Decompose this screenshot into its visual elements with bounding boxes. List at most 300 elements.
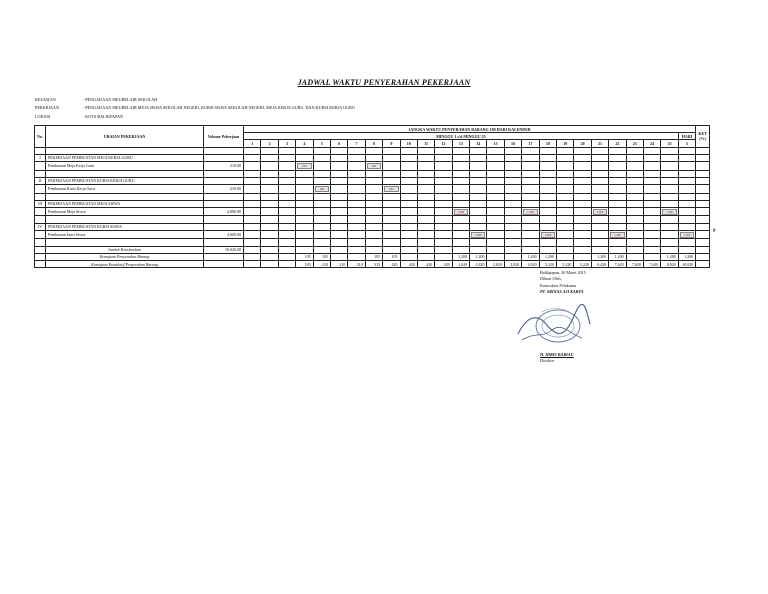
week-value xyxy=(261,253,278,260)
empty-cell xyxy=(365,216,382,223)
empty-cell xyxy=(417,216,434,223)
week-cell xyxy=(383,161,400,170)
week-number: 19 xyxy=(557,140,574,147)
week-value xyxy=(330,253,347,260)
week-cell xyxy=(383,230,400,239)
empty-cell xyxy=(539,154,556,161)
item-volume: 4,800.00 xyxy=(204,207,244,216)
week-number: 18 xyxy=(539,140,556,147)
empty-cell xyxy=(626,177,643,184)
empty-cell xyxy=(261,246,278,253)
empty-cell xyxy=(452,193,469,200)
week-cell xyxy=(296,207,313,216)
empty-cell xyxy=(348,170,365,177)
empty-cell xyxy=(435,170,452,177)
empty-cell xyxy=(470,239,487,246)
week-number: 13 xyxy=(452,140,469,147)
empty-cell xyxy=(661,147,678,154)
signer-position: Direktur xyxy=(540,358,555,363)
empty-cell xyxy=(591,147,608,154)
schedule-bar: 1,200 xyxy=(662,209,676,215)
empty-cell xyxy=(244,239,261,246)
empty-cell xyxy=(400,200,417,207)
empty-cell xyxy=(678,147,695,154)
empty-cell xyxy=(330,193,347,200)
empty-cell xyxy=(417,239,434,246)
jumlah-row-value: 10,020.00 xyxy=(204,246,244,253)
week-value: 420 xyxy=(400,261,417,268)
empty-cell xyxy=(626,216,643,223)
empty-cell xyxy=(609,223,626,230)
empty-cell xyxy=(278,193,295,200)
empty-cell xyxy=(591,246,608,253)
empty-cell xyxy=(452,177,469,184)
week-cell xyxy=(278,207,295,216)
empty-cell xyxy=(696,216,710,223)
item-detail-row xyxy=(35,207,710,216)
schedule-bar: 1,200 xyxy=(610,232,624,238)
empty-cell xyxy=(591,170,608,177)
empty-cell xyxy=(626,154,643,161)
week-value: 315 xyxy=(365,261,382,268)
empty-cell xyxy=(417,154,434,161)
week-cell xyxy=(261,230,278,239)
week-cell xyxy=(487,161,504,170)
empty-cell xyxy=(348,223,365,230)
week-value: 1,200 xyxy=(678,253,695,260)
week-cell xyxy=(661,207,678,216)
signer xyxy=(540,352,574,364)
empty-cell xyxy=(452,223,469,230)
week-number: 22 xyxy=(609,140,626,147)
empty-cell xyxy=(522,216,539,223)
empty-cell xyxy=(696,207,710,216)
header-jangka: JANGKA WAKTU PENYERAHAN BARANG 180 HARI KALENDER xyxy=(244,126,696,133)
week-cell xyxy=(452,207,469,216)
empty-cell xyxy=(365,246,382,253)
empty-cell xyxy=(574,147,591,154)
empty-cell xyxy=(35,161,46,170)
empty-cell xyxy=(539,193,556,200)
empty-cell xyxy=(348,154,365,161)
empty-cell xyxy=(661,154,678,161)
empty-cell xyxy=(452,216,469,223)
empty-cell xyxy=(696,253,710,260)
empty-cell xyxy=(261,147,278,154)
empty-cell xyxy=(678,223,695,230)
week-cell xyxy=(661,230,678,239)
week-cell xyxy=(539,161,556,170)
empty-cell xyxy=(330,216,347,223)
week-cell xyxy=(417,184,434,193)
empty-cell xyxy=(278,154,295,161)
week-cell xyxy=(296,161,313,170)
jumlah-row xyxy=(35,246,710,253)
info-row-pekerjaan xyxy=(35,104,355,112)
week-number: 5 xyxy=(313,140,330,147)
empty-cell xyxy=(383,177,400,184)
week-cell xyxy=(504,161,521,170)
empty-cell xyxy=(348,147,365,154)
empty-cell xyxy=(696,147,710,154)
week-cell xyxy=(557,207,574,216)
week-cell xyxy=(278,230,295,239)
item-title: PEKERJAAN PEMBUATAN MEJA SISWA xyxy=(46,200,204,207)
item-volume: 210.00 xyxy=(204,184,244,193)
empty-cell xyxy=(296,170,313,177)
week-cell xyxy=(470,161,487,170)
empty-cell xyxy=(626,239,643,246)
empty-cell xyxy=(661,223,678,230)
made-by: Dibuat Oleh, xyxy=(540,276,562,282)
empty-cell xyxy=(278,246,295,253)
empty-cell xyxy=(244,147,261,154)
empty-cell xyxy=(204,170,244,177)
empty-cell xyxy=(661,193,678,200)
empty-cell xyxy=(626,200,643,207)
week-cell xyxy=(348,161,365,170)
empty-cell xyxy=(296,147,313,154)
empty-cell xyxy=(696,161,710,170)
page-title: JADWAL WAKTU PENYERAHAN PEKERJAAN xyxy=(297,78,471,87)
empty-cell xyxy=(643,223,660,230)
empty-cell xyxy=(244,246,261,253)
empty-cell xyxy=(383,193,400,200)
week-number: 3 xyxy=(278,140,295,147)
week-cell xyxy=(626,161,643,170)
empty-cell xyxy=(435,239,452,246)
week-cell xyxy=(278,161,295,170)
empty-cell xyxy=(244,216,261,223)
item-title-row xyxy=(35,177,710,184)
empty-cell xyxy=(244,200,261,207)
item-title-row xyxy=(35,154,710,161)
empty-cell xyxy=(204,239,244,246)
empty-cell xyxy=(261,223,278,230)
empty-cell xyxy=(278,216,295,223)
empty-cell xyxy=(557,223,574,230)
item-title: PEKERJAAN PEMBUATAN KURSI KERJA GURU xyxy=(46,177,204,184)
week-value xyxy=(261,261,278,268)
empty-cell xyxy=(435,246,452,253)
empty-cell xyxy=(313,177,330,184)
empty-cell xyxy=(348,193,365,200)
empty-cell xyxy=(574,223,591,230)
empty-cell xyxy=(35,261,46,268)
empty-cell xyxy=(557,239,574,246)
empty-cell xyxy=(278,200,295,207)
item-volume: 4,800.00 xyxy=(204,230,244,239)
week-cell xyxy=(261,207,278,216)
empty-cell xyxy=(244,193,261,200)
empty-cell xyxy=(417,193,434,200)
kemajuan-row-label: Kemajuan Penyerahan Barang xyxy=(46,253,204,260)
empty-cell xyxy=(417,246,434,253)
empty-cell xyxy=(539,246,556,253)
empty-cell xyxy=(643,177,660,184)
empty-cell xyxy=(678,200,695,207)
week-cell xyxy=(244,207,261,216)
empty-cell xyxy=(522,200,539,207)
empty-cell xyxy=(348,216,365,223)
empty-cell xyxy=(557,193,574,200)
spacer-row xyxy=(35,239,710,246)
week-value: 2,820 xyxy=(487,261,504,268)
week-cell xyxy=(574,230,591,239)
empty-cell xyxy=(609,177,626,184)
week-number: 8 xyxy=(365,140,382,147)
schedule-bar: 105 xyxy=(297,163,311,169)
week-value xyxy=(504,253,521,260)
week-number: 10 xyxy=(400,140,417,147)
week-cell xyxy=(539,184,556,193)
empty-cell xyxy=(522,193,539,200)
company-name: PT. SRINAS AJI KARYA xyxy=(540,288,584,294)
schedule-bar: 105 xyxy=(384,186,398,192)
empty-cell xyxy=(204,193,244,200)
empty-cell xyxy=(46,193,204,200)
empty-cell xyxy=(400,154,417,161)
empty-cell xyxy=(435,216,452,223)
empty-cell xyxy=(557,154,574,161)
empty-cell xyxy=(643,170,660,177)
empty-cell xyxy=(574,170,591,177)
week-value: 1,620 xyxy=(452,261,469,268)
empty-cell xyxy=(35,246,46,253)
empty-cell xyxy=(35,184,46,193)
empty-cell xyxy=(487,216,504,223)
empty-cell xyxy=(365,170,382,177)
empty-cell xyxy=(35,170,46,177)
week-value xyxy=(626,253,643,260)
empty-cell xyxy=(678,154,695,161)
empty-cell xyxy=(574,193,591,200)
empty-cell xyxy=(435,193,452,200)
week-value: 420 xyxy=(435,261,452,268)
empty-cell xyxy=(278,147,295,154)
week-value: 1,200 xyxy=(539,253,556,260)
week-cell xyxy=(417,161,434,170)
empty-cell xyxy=(400,216,417,223)
week-value: 7,620 xyxy=(643,261,660,268)
empty-cell xyxy=(574,216,591,223)
week-cell xyxy=(539,230,556,239)
week-value xyxy=(244,261,261,268)
empty-cell xyxy=(313,147,330,154)
empty-cell xyxy=(296,223,313,230)
empty-cell xyxy=(46,147,204,154)
empty-cell xyxy=(204,223,244,230)
empty-cell xyxy=(557,246,574,253)
week-value: 210 xyxy=(313,261,330,268)
week-cell xyxy=(435,230,452,239)
empty-cell xyxy=(626,147,643,154)
week-cell xyxy=(643,161,660,170)
empty-cell xyxy=(417,177,434,184)
empty-cell xyxy=(678,170,695,177)
week-value: 1,200 xyxy=(591,253,608,260)
week-number: 7 xyxy=(348,140,365,147)
week-cell xyxy=(470,184,487,193)
empty-cell xyxy=(400,177,417,184)
empty-cell xyxy=(383,170,400,177)
week-cell xyxy=(400,230,417,239)
week-cell xyxy=(452,161,469,170)
week-cell xyxy=(365,184,382,193)
info-key: KEGIATAN xyxy=(35,97,56,102)
week-cell xyxy=(452,184,469,193)
empty-cell xyxy=(383,200,400,207)
week-cell xyxy=(348,230,365,239)
week-cell xyxy=(330,207,347,216)
spacer-row xyxy=(35,147,710,154)
empty-cell xyxy=(539,177,556,184)
header-uraian: URAIAN PEKERJAAN xyxy=(46,126,204,148)
item-subtitle: Pembuatan Meja Siswa xyxy=(46,207,204,216)
week-cell xyxy=(261,161,278,170)
week-cell xyxy=(643,230,660,239)
week-cell xyxy=(609,230,626,239)
week-cell xyxy=(278,184,295,193)
week-number: 11 xyxy=(417,140,434,147)
empty-cell xyxy=(330,177,347,184)
empty-cell xyxy=(35,239,46,246)
empty-cell xyxy=(504,154,521,161)
schedule-bar: 105 xyxy=(315,186,329,192)
empty-cell xyxy=(348,177,365,184)
week-value xyxy=(417,253,434,260)
item-title-row xyxy=(35,223,710,230)
empty-cell xyxy=(35,193,46,200)
empty-cell xyxy=(487,147,504,154)
empty-cell xyxy=(46,216,204,223)
week-value: 105 xyxy=(313,253,330,260)
empty-cell xyxy=(522,239,539,246)
empty-cell xyxy=(626,170,643,177)
week-value: 210 xyxy=(330,261,347,268)
empty-cell xyxy=(452,246,469,253)
empty-cell xyxy=(278,223,295,230)
info-value: : PENGADAAN MEUBELAIR MEJA SISWA SEKOLAH NEGERI, KURSI SISWA SEKOLAH NEGERI, MEJA KERJA GURU, DAN KURSI KERJA GURU xyxy=(83,105,355,111)
week-number: 4 xyxy=(296,140,313,147)
empty-cell xyxy=(661,216,678,223)
item-subtitle: Pembuatan kursi Siswa xyxy=(46,230,204,239)
week-number: 12 xyxy=(435,140,452,147)
week-cell xyxy=(504,184,521,193)
empty-cell xyxy=(435,223,452,230)
empty-cell xyxy=(452,154,469,161)
empty-cell xyxy=(400,239,417,246)
empty-cell xyxy=(204,154,244,161)
header-hari: HARI xyxy=(678,133,695,140)
empty-cell xyxy=(487,223,504,230)
empty-cell xyxy=(365,193,382,200)
week-value: 1,200 xyxy=(661,253,678,260)
week-cell xyxy=(522,230,539,239)
week-number: 6 xyxy=(330,140,347,147)
empty-cell xyxy=(574,154,591,161)
empty-cell xyxy=(204,200,244,207)
empty-cell xyxy=(522,246,539,253)
jumlah-row-label: Jumlah Keseluruhan xyxy=(46,246,204,253)
empty-cell xyxy=(452,200,469,207)
week-cell xyxy=(296,230,313,239)
empty-cell xyxy=(435,177,452,184)
empty-cell xyxy=(313,216,330,223)
week-cell xyxy=(365,207,382,216)
week-cell xyxy=(435,161,452,170)
week-number: 21 xyxy=(591,140,608,147)
week-value xyxy=(643,253,660,260)
empty-cell xyxy=(365,200,382,207)
item-volume: 210.00 xyxy=(204,161,244,170)
empty-cell xyxy=(417,170,434,177)
item-detail-row xyxy=(35,184,710,193)
week-cell xyxy=(678,207,695,216)
week-value: 105 xyxy=(383,253,400,260)
week-number: 23 xyxy=(626,140,643,147)
schedule-bar: 1,200 xyxy=(454,209,468,215)
week-cell xyxy=(539,207,556,216)
empty-cell xyxy=(313,223,330,230)
week-number: 1 xyxy=(244,140,261,147)
empty-cell xyxy=(504,239,521,246)
empty-cell xyxy=(383,216,400,223)
empty-cell xyxy=(470,216,487,223)
empty-cell xyxy=(696,223,710,230)
schedule-bar: 1,200 xyxy=(680,232,694,238)
week-cell xyxy=(244,230,261,239)
week-cell xyxy=(244,184,261,193)
empty-cell xyxy=(296,200,313,207)
week-value: 420 xyxy=(417,261,434,268)
empty-cell xyxy=(696,177,710,184)
empty-cell xyxy=(487,170,504,177)
week-value: 7,620 xyxy=(609,261,626,268)
week-cell xyxy=(296,184,313,193)
empty-cell xyxy=(313,170,330,177)
week-cell xyxy=(244,161,261,170)
empty-cell xyxy=(204,177,244,184)
empty-cell xyxy=(696,184,710,193)
item-title-row xyxy=(35,200,710,207)
empty-cell xyxy=(609,216,626,223)
empty-cell xyxy=(643,147,660,154)
empty-cell xyxy=(539,147,556,154)
empty-cell xyxy=(313,239,330,246)
schedule-bar: 1,200 xyxy=(471,232,485,238)
empty-cell xyxy=(591,200,608,207)
empty-cell xyxy=(609,239,626,246)
week-cell xyxy=(591,161,608,170)
project-info xyxy=(35,96,355,121)
week-value: 105 xyxy=(365,253,382,260)
week-value xyxy=(278,261,295,268)
week-cell xyxy=(643,184,660,193)
empty-cell xyxy=(557,177,574,184)
empty-cell xyxy=(35,147,46,154)
empty-cell xyxy=(400,193,417,200)
empty-cell xyxy=(626,246,643,253)
week-cell xyxy=(609,161,626,170)
empty-cell xyxy=(539,223,556,230)
empty-cell xyxy=(330,239,347,246)
week-value: 2,820 xyxy=(504,261,521,268)
empty-cell xyxy=(504,223,521,230)
empty-cell xyxy=(470,177,487,184)
header-ket-label: KET xyxy=(698,131,707,137)
week-number: 2 xyxy=(261,140,278,147)
